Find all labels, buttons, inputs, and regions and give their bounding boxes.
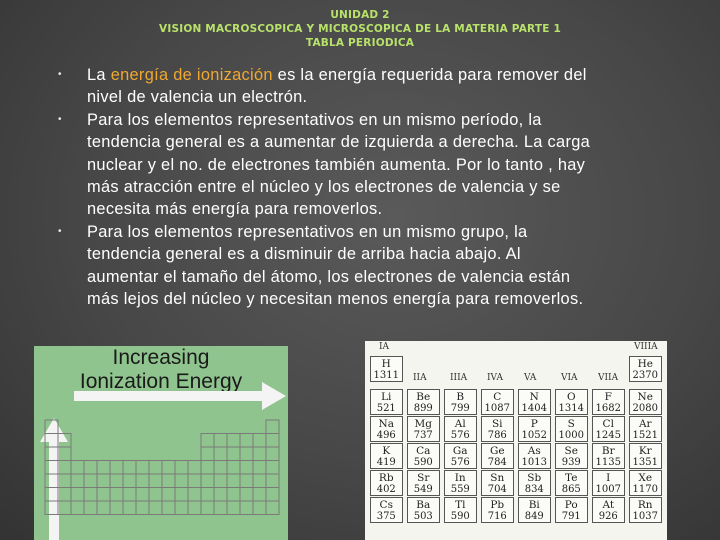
ionization-value: 1000 — [558, 430, 584, 441]
element-symbol: K — [382, 445, 391, 457]
element-cell-xe — [629, 470, 662, 496]
outline-cell — [162, 461, 175, 475]
outline-cell — [240, 501, 253, 515]
outline-cell — [58, 461, 71, 475]
outline-cell — [201, 488, 214, 502]
ionization-value: 849 — [524, 511, 544, 522]
outline-cell — [253, 488, 266, 502]
title-line-2: VISION MACROSCOPICA Y MICROSCOPICA DE LA MATERIA PARTE 1 — [159, 23, 561, 35]
element-cell-te — [555, 470, 588, 496]
outline-cell — [58, 447, 71, 461]
bullet-list — [56, 64, 696, 310]
outline-cell — [214, 461, 227, 475]
element-symbol: Se — [564, 445, 578, 457]
ionization-value: 716 — [487, 511, 507, 522]
bullet-text-2: Para los elementos representativos en un mismo período, la tendencia general es a aumentar de izquierda a derecha. La carga nuclear y el no. de electrones también aumenta. Por lo tanto , hay más atracción entre el núcleo y los electrones de valencia y se necesita más energía para removerlos. — [87, 110, 591, 219]
outline-cell — [175, 501, 188, 515]
outline-cell — [97, 474, 110, 488]
outline-cell — [45, 474, 58, 488]
element-symbol: Be — [416, 391, 431, 403]
ionization-value: 419 — [376, 457, 396, 468]
element-cell-mg — [407, 416, 440, 442]
ionization-energy-graphic — [34, 346, 288, 540]
ionization-value: 1007 — [595, 484, 621, 495]
outline-cell — [201, 501, 214, 515]
ionization-value: 402 — [376, 484, 396, 495]
outline-cell — [240, 488, 253, 502]
ionization-value: 559 — [450, 484, 470, 495]
outline-cell — [227, 474, 240, 488]
element-cell-rb — [370, 470, 403, 496]
element-symbol: Ca — [416, 445, 431, 457]
ionization-value: 834 — [524, 484, 544, 495]
outline-cell — [240, 461, 253, 475]
outline-cell — [110, 488, 123, 502]
outline-cell — [227, 461, 240, 475]
ionization-value: 590 — [450, 511, 470, 522]
outline-cell — [123, 501, 136, 515]
element-symbol: Xe — [638, 472, 653, 484]
element-cell-al — [444, 416, 477, 442]
element-symbol: Ge — [489, 445, 505, 457]
element-cell-he — [629, 356, 662, 382]
element-symbol: Ne — [637, 391, 653, 403]
outline-cell — [58, 488, 71, 502]
outline-cell — [123, 474, 136, 488]
ionization-value: 1052 — [521, 430, 547, 441]
highlighted-term: energía de ionización — [110, 66, 273, 84]
element-symbol: Ar — [638, 418, 652, 430]
outline-cell — [188, 474, 201, 488]
outline-cell — [84, 461, 97, 475]
bullet-icon: • — [58, 69, 62, 80]
element-cell-k — [370, 443, 403, 469]
ionization-value: 1682 — [595, 403, 621, 414]
outline-cell — [45, 420, 58, 434]
title-line-1: UNIDAD 2 — [330, 9, 390, 21]
outline-cell — [188, 488, 201, 502]
outline-cell — [45, 461, 58, 475]
ionization-value: 786 — [487, 430, 507, 441]
element-symbol: Sb — [527, 472, 542, 484]
outline-cell — [71, 488, 84, 502]
element-cell-pb — [481, 497, 514, 523]
outline-cell — [240, 434, 253, 448]
element-cell-p — [518, 416, 551, 442]
element-cell-kr — [629, 443, 662, 469]
element-symbol: Te — [565, 472, 578, 484]
element-symbol: Br — [601, 445, 615, 457]
outline-cell — [253, 474, 266, 488]
ionization-value: 799 — [450, 403, 470, 414]
element-cell-c — [481, 389, 514, 415]
outline-cell — [97, 501, 110, 515]
ionization-value: 791 — [561, 511, 581, 522]
outline-cell — [71, 461, 84, 475]
element-symbol: Li — [381, 391, 392, 403]
bullet-icon: • — [58, 225, 62, 237]
outline-cell — [214, 501, 227, 515]
outline-cell — [214, 488, 227, 502]
outline-cell — [214, 434, 227, 448]
ionization-value: 865 — [561, 484, 581, 495]
outline-cell — [227, 488, 240, 502]
ionization-value: 503 — [413, 511, 433, 522]
element-symbol: Tl — [455, 499, 466, 511]
ionization-value: 784 — [487, 457, 507, 468]
ionization-value: 521 — [376, 403, 396, 414]
element-symbol: I — [606, 472, 611, 484]
element-cell-at — [592, 497, 625, 523]
element-cell-si — [481, 416, 514, 442]
element-symbol: Rb — [378, 472, 394, 484]
outline-cell — [123, 461, 136, 475]
element-symbol: Bi — [528, 499, 540, 511]
group-header: VIIA — [598, 373, 619, 383]
ionization-value: 1521 — [632, 430, 658, 441]
element-cell-o — [555, 389, 588, 415]
element-symbol: B — [456, 391, 465, 403]
element-symbol: C — [493, 391, 502, 403]
outline-cell — [71, 501, 84, 515]
element-cell-sn — [481, 470, 514, 496]
outline-cell — [175, 474, 188, 488]
element-cell-ba — [407, 497, 440, 523]
ionization-value: 1404 — [521, 403, 547, 414]
element-cell-b — [444, 389, 477, 415]
outline-cell — [136, 488, 149, 502]
element-cell-se — [555, 443, 588, 469]
ionization-value: 576 — [450, 457, 470, 468]
element-symbol: H — [381, 358, 391, 370]
outline-cell — [201, 447, 214, 461]
element-symbol: Kr — [638, 445, 652, 457]
group-header: IIIA — [450, 373, 468, 383]
outline-cell — [149, 488, 162, 502]
outline-cell — [214, 474, 227, 488]
outline-cell — [175, 461, 188, 475]
group-header-1: IA — [379, 342, 390, 352]
bullet-item-3 — [56, 221, 696, 311]
outline-cell — [188, 461, 201, 475]
group-header: IIA — [413, 373, 427, 383]
outline-cell — [45, 447, 58, 461]
outline-cell — [136, 501, 149, 515]
element-symbol: P — [530, 418, 538, 430]
element-symbol: Cs — [379, 499, 393, 511]
element-symbol: O — [566, 391, 576, 403]
element-cell-br — [592, 443, 625, 469]
ionization-value: 1135 — [595, 457, 621, 468]
element-cell-i — [592, 470, 625, 496]
element-cell-cl — [592, 416, 625, 442]
outline-cell — [266, 434, 279, 448]
outline-cell — [253, 434, 266, 448]
ionization-value: 375 — [376, 511, 396, 522]
element-symbol: Si — [491, 418, 503, 430]
element-symbol: Cl — [602, 418, 614, 430]
outline-cell — [266, 420, 279, 434]
element-symbol: Al — [454, 418, 466, 430]
element-cell-ge — [481, 443, 514, 469]
slide-title — [0, 8, 720, 50]
title-line-3: TABLA PERIODICA — [305, 37, 415, 49]
outline-cell — [84, 501, 97, 515]
element-cell-rn — [629, 497, 662, 523]
bullet-icon: • — [58, 113, 62, 125]
group-header: VIA — [561, 373, 578, 383]
element-cell-ca — [407, 443, 440, 469]
outline-cell — [227, 447, 240, 461]
element-cell-na — [370, 416, 403, 442]
group-header-18: VIIIA — [634, 342, 658, 352]
outline-cell — [201, 461, 214, 475]
ionization-value: 899 — [413, 403, 433, 414]
element-symbol: F — [604, 391, 612, 403]
periodic-table — [365, 341, 667, 540]
ionization-value: 1170 — [632, 484, 658, 495]
outline-cell — [97, 488, 110, 502]
outline-cell — [253, 461, 266, 475]
ionization-value: 496 — [376, 430, 396, 441]
element-cell-po — [555, 497, 588, 523]
bullet-item-2 — [56, 109, 696, 221]
bullet-text-3: Para los elementos representativos en un mismo grupo, la tendencia general es a disminuir de arriba hacia abajo. Al aumentar el tamaño del átomo, los electrones de valencia están más lejos del núcleo y necesitan menos energía para removerlos. — [87, 222, 584, 309]
ionization-value: 737 — [413, 430, 433, 441]
periodic-table-outline — [43, 408, 283, 540]
outline-cell — [240, 474, 253, 488]
element-symbol: Na — [378, 418, 394, 430]
ionization-value: 576 — [450, 430, 470, 441]
element-cell-sb — [518, 470, 551, 496]
ionization-value: 1311 — [373, 370, 399, 381]
ionization-value: 939 — [561, 457, 581, 468]
element-cell-as — [518, 443, 551, 469]
element-symbol: He — [637, 358, 653, 370]
element-cell-in — [444, 470, 477, 496]
group-header: VA — [524, 373, 537, 383]
right-arrow-icon — [74, 382, 286, 410]
element-cell-li — [370, 389, 403, 415]
element-cell-n — [518, 389, 551, 415]
graphic-title-line-1: Increasing — [112, 346, 210, 369]
outline-cell — [45, 501, 58, 515]
element-cell-tl — [444, 497, 477, 523]
outline-cell — [45, 488, 58, 502]
element-symbol: Mg — [414, 418, 432, 430]
outline-cell — [97, 461, 110, 475]
element-cell-ar — [629, 416, 662, 442]
outline-cell — [45, 434, 58, 448]
outline-cell — [266, 488, 279, 502]
element-symbol: As — [527, 445, 541, 457]
outline-cell — [84, 488, 97, 502]
ionization-value: 704 — [487, 484, 507, 495]
outline-cell — [162, 501, 175, 515]
outline-cell — [110, 501, 123, 515]
outline-cell — [71, 474, 84, 488]
outline-cell — [162, 488, 175, 502]
outline-cell — [266, 447, 279, 461]
outline-cell — [149, 474, 162, 488]
element-cell-s — [555, 416, 588, 442]
outline-cell — [149, 461, 162, 475]
ionization-value: 1351 — [632, 457, 658, 468]
element-symbol: Rn — [637, 499, 653, 511]
element-symbol: Ga — [452, 445, 468, 457]
outline-cell — [110, 474, 123, 488]
outline-cell — [123, 488, 136, 502]
ionization-value: 1087 — [484, 403, 510, 414]
outline-cell — [58, 501, 71, 515]
group-header: IVA — [487, 373, 503, 383]
element-cell-bi — [518, 497, 551, 523]
ionization-value: 590 — [413, 457, 433, 468]
ionization-value: 1245 — [595, 430, 621, 441]
outline-cell — [227, 434, 240, 448]
ionization-value: 926 — [598, 511, 618, 522]
outline-cell — [253, 447, 266, 461]
element-symbol: Sr — [417, 472, 430, 484]
outline-cell — [266, 501, 279, 515]
element-cell-sr — [407, 470, 440, 496]
outline-cell — [149, 501, 162, 515]
outline-cell — [84, 474, 97, 488]
outline-cell — [214, 447, 227, 461]
element-cell-cs — [370, 497, 403, 523]
element-symbol: N — [529, 391, 539, 403]
outline-cell — [201, 474, 214, 488]
element-cell-h — [370, 356, 403, 382]
ionization-value: 2080 — [632, 403, 658, 414]
element-symbol: Po — [564, 499, 578, 511]
element-symbol: Ba — [416, 499, 431, 511]
ionization-value: 1037 — [632, 511, 658, 522]
bullet-item-1 — [56, 64, 696, 109]
element-symbol: S — [567, 418, 575, 430]
element-cell-ne — [629, 389, 662, 415]
outline-cell — [175, 488, 188, 502]
ionization-value: 549 — [413, 484, 433, 495]
outline-cell — [240, 447, 253, 461]
element-symbol: Pb — [490, 499, 505, 511]
graphic-title-line-2: Ionization Energy — [79, 370, 243, 393]
outline-cell — [266, 461, 279, 475]
outline-cell — [58, 474, 71, 488]
outline-cell — [253, 501, 266, 515]
outline-cell — [227, 501, 240, 515]
element-cell-f — [592, 389, 625, 415]
outline-cell — [110, 461, 123, 475]
element-symbol: Sn — [490, 472, 505, 484]
ionization-value: 2370 — [632, 370, 658, 381]
outline-cell — [162, 474, 175, 488]
outline-cell — [266, 474, 279, 488]
outline-cell — [136, 461, 149, 475]
element-symbol: At — [602, 499, 615, 511]
element-cell-ga — [444, 443, 477, 469]
outline-cell — [136, 474, 149, 488]
element-cell-be — [407, 389, 440, 415]
element-symbol: In — [454, 472, 466, 484]
outline-cell — [201, 434, 214, 448]
ionization-value: 1314 — [558, 403, 584, 414]
outline-cell — [188, 501, 201, 515]
ionization-value: 1013 — [521, 457, 547, 468]
outline-cell — [58, 434, 71, 448]
bullet-text-1: La energía de ionización es la energía requerida para remover del nivel de valencia un electrón. — [87, 66, 587, 107]
